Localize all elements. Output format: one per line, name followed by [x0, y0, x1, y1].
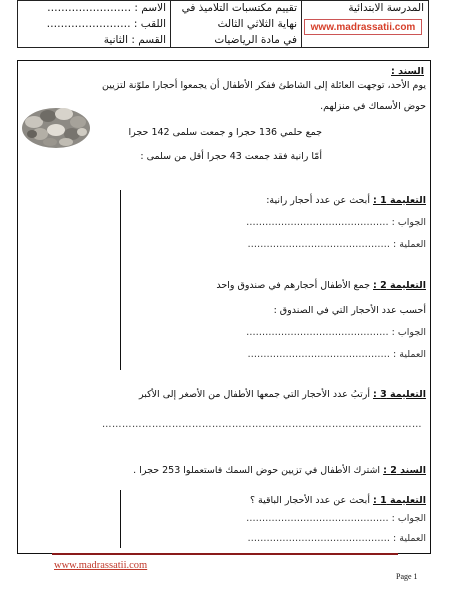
task4-answer-line[interactable]: الجواب : ……………………………………… [246, 513, 426, 524]
task3 [139, 388, 426, 401]
section1-line3: جمع حلمي 136 حجرا و جمعت سلمى 142 حجرا [128, 127, 322, 138]
footer-link[interactable]: www.madrassatii.com [54, 560, 148, 571]
task3-text: أرتبُ عدد الأحجار التي جمعها الأطفال من الأصغر إلى الأكبر [138, 389, 370, 400]
section1-title: السند : [391, 66, 424, 77]
header-table [17, 0, 429, 48]
stones-image [20, 98, 92, 150]
task2-text: جمع الأطفال أحجارهم في صندوق واحد [216, 280, 370, 291]
task2-operation-line[interactable]: العملية : ……………………………………… [247, 349, 426, 360]
surname-field[interactable]: اللقب : …………………… [46, 18, 166, 30]
task4-operation-line[interactable]: العملية : ……………………………………… [247, 533, 426, 544]
class-field: القسم : الثانية [103, 34, 166, 46]
task4-title: التعليمة 1 : [373, 495, 426, 506]
task1-title: التعليمة 1 : [373, 195, 426, 206]
task3-title: التعليمة 3 : [373, 389, 426, 400]
section2-text: اشترك الأطفال في تزيين حوض السمك فاستعملوا 253 حجرا . [133, 465, 381, 476]
section1-line4: أمّا رانية فقد جمعت 43 حجرا أقل من سلمى : [140, 151, 322, 162]
task1-operation-line[interactable]: العملية : ……………………………………… [247, 239, 426, 250]
eval-line-1: تقييم مكتسبات التلاميذ في [181, 2, 297, 14]
task2-answer-line[interactable]: الجواب : ……………………………………… [246, 327, 426, 338]
task2 [216, 279, 426, 292]
eval-line-2: نهاية الثلاثي الثالث [217, 18, 297, 30]
task1-text: أبحث عن عدد أحجار رانية: [266, 195, 370, 206]
section2-title: السند 2 : [383, 465, 426, 476]
name-field[interactable]: الاسم : …………………… [47, 2, 166, 14]
eval-line-3: في مادة الرياضيات [214, 34, 297, 46]
site-banner[interactable]: www.madrassatii.com [304, 19, 422, 35]
task1 [266, 194, 426, 207]
section2 [133, 464, 426, 477]
task2-title: التعليمة 2 : [373, 280, 426, 291]
task4-divider-line [120, 490, 121, 548]
section1-line2: حوض الأسماك في منزلهم. [320, 101, 426, 112]
evaluation-title-cell [170, 0, 302, 48]
student-info-cell [17, 0, 171, 48]
page-number: Page 1 [396, 572, 418, 581]
section1-line1: يوم الأحد، توجهت العائلة إلى الشاطئ ففكر الأطفال أن يجمعوا أحجارا ملوّنة لتزيين [102, 80, 426, 91]
school-cell [301, 0, 429, 48]
task-divider-line [120, 190, 121, 370]
school-name: المدرسة الابتدائية [348, 2, 424, 14]
task2-text2: أحسب عدد الأحجار التي في الصندوق : [273, 305, 426, 316]
task4 [250, 494, 426, 507]
task4-text: أبحث عن عدد الأحجار الباقية ؟ [249, 495, 370, 506]
footer-divider [52, 553, 398, 555]
task3-answer-line[interactable]: …………………………………………………………………………………… [102, 419, 422, 430]
task1-answer-line[interactable]: الجواب : ……………………………………… [246, 217, 426, 228]
